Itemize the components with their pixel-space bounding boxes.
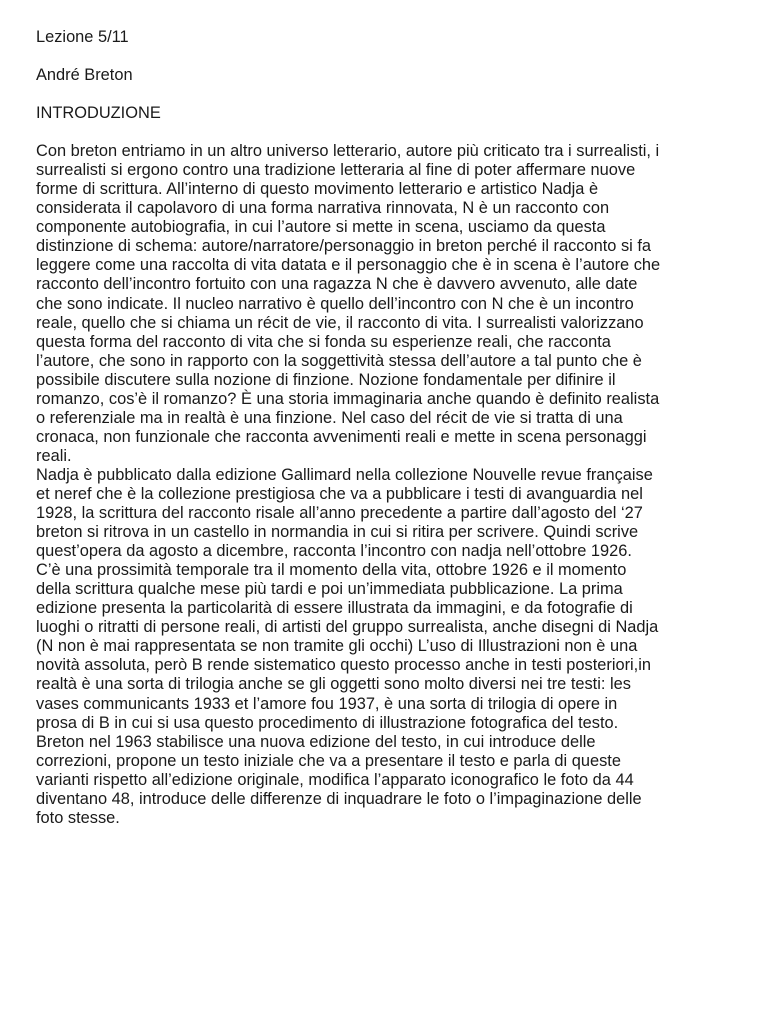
text-line: 1928, la scrittura del racconto risale all’anno precedente a partire dall’agosto del ‘27 [36,504,643,523]
text-line: che sono indicate. Il nucleo narrativo è quello dell’incontro con N che è un incontro [36,294,634,313]
text-line: varianti rispetto all’edizione originale, modifica l’apparato iconografico le foto da 44 [36,770,634,789]
text-line: breton si ritrova in un castello in normandia in cui si ritira per scrivere. Quindi scrive [36,523,639,542]
text-line: racconto dell’incontro fortuito con una ragazza N che è davvero avvenuto, alle date [36,275,638,294]
text-line: foto stesse. [36,808,120,827]
text-line: et neref che è la collezione prestigiosa che va a pubblicare i testi di avanguardia nel [36,484,643,503]
text-line: edizione presenta la particolarità di essere illustrata da immagini, e da fotografie di [36,599,633,618]
text-line: correzioni, propone un testo iniziale che va a presentare il testo e parla di queste [36,751,621,770]
text-line: Breton nel 1963 stabilisce una nuova edizione del testo, in cui introduce delle [36,732,596,751]
text-line: leggere come una raccolta di vita datata e il personaggio che è in scena è l’autore che [36,256,661,275]
body-text [36,142,736,828]
text-line: della scrittura qualche mese più tardi e poi un’immediata pubblicazione. La prima [36,580,623,599]
section-title: INTRODUZIONE [36,104,161,123]
text-line: prosa di B in cui si usa questo procedimento di illustrazione fotografica del testo. [36,713,619,732]
text-line: vases communicants 1933 et l’amore fou 1937, è una sorta di trilogia di opere in [36,694,618,713]
text-line: luoghi o ritratti di persone reali, di artisti del gruppo surrealista, anche disegni di Nadja [36,618,659,637]
text-line: considerata il capolavoro di una forma narrativa rinnovata, N è un racconto con [36,199,610,218]
text-line: Con breton entriamo in un altro universo letterario, autore più criticato tra i surrealisti, i [36,142,660,161]
text-line: reali. [36,446,72,465]
text-line: distinzione di schema: autore/narratore/personaggio in breton perché il racconto si fa [36,237,652,256]
text-line: Nadja è pubblicato dalla edizione Gallimard nella collezione Nouvelle revue française [36,465,653,484]
author-name: André Breton [36,66,133,85]
text-line: o referenziale ma in realtà è una finzione. Nel caso del récit de vie si tratta di una [36,408,623,427]
text-line: diventano 48, introduce delle differenze di inquadrare le foto o l’impaginazione delle [36,789,642,808]
text-line: romanzo, cos’è il romanzo? È una storia immaginaria anche quando è definito realista [36,389,660,408]
text-line: reale, quello che si chiama un récit de vie, il racconto di vita. I surrealisti valorizzano [36,313,644,332]
text-line: (N non è mai rappresentata se non tramite gli occhi) L’uso di Illustrazioni non è una [36,637,638,656]
lesson-label: Lezione 5/11 [36,28,129,46]
document-page [36,28,736,828]
text-line: possibile discutere sulla nozione di finzione. Nozione fondamentale per difinire il [36,370,616,389]
text-line: cronaca, non funzionale che racconta avvenimenti reali e mette in scena personaggi [36,427,647,446]
text-line: surrealisti si ergono contro una tradizione letteraria al fine di poter affermare nuove [36,161,636,180]
text-line: realtà è una sorta di trilogia anche se gli oggetti sono molto diversi nei tre testi: les [36,675,631,694]
text-line: quest’opera da agosto a dicembre, racconta l’incontro con nadja nell’ottobre 1926. [36,542,632,561]
text-line: componente autobiografia, in cui l’autore si mette in scena, usciamo da questa [36,218,606,237]
text-line: C’è una prossimità temporale tra il momento della vita, ottobre 1926 e il momento [36,561,627,580]
text-line: novità assoluta, però B rende sistematico questo processo anche in testi posteriori,in [36,656,651,675]
text-line: l’autore, che sono in rapporto con la soggettività stessa dell’autore a tal punto che è [36,351,642,370]
text-line: forme di scrittura. All’interno di questo movimento letterario e artistico Nadja è [36,180,599,199]
text-line: questa forma del racconto di vita che si fonda su esperienze reali, che racconta [36,332,611,351]
